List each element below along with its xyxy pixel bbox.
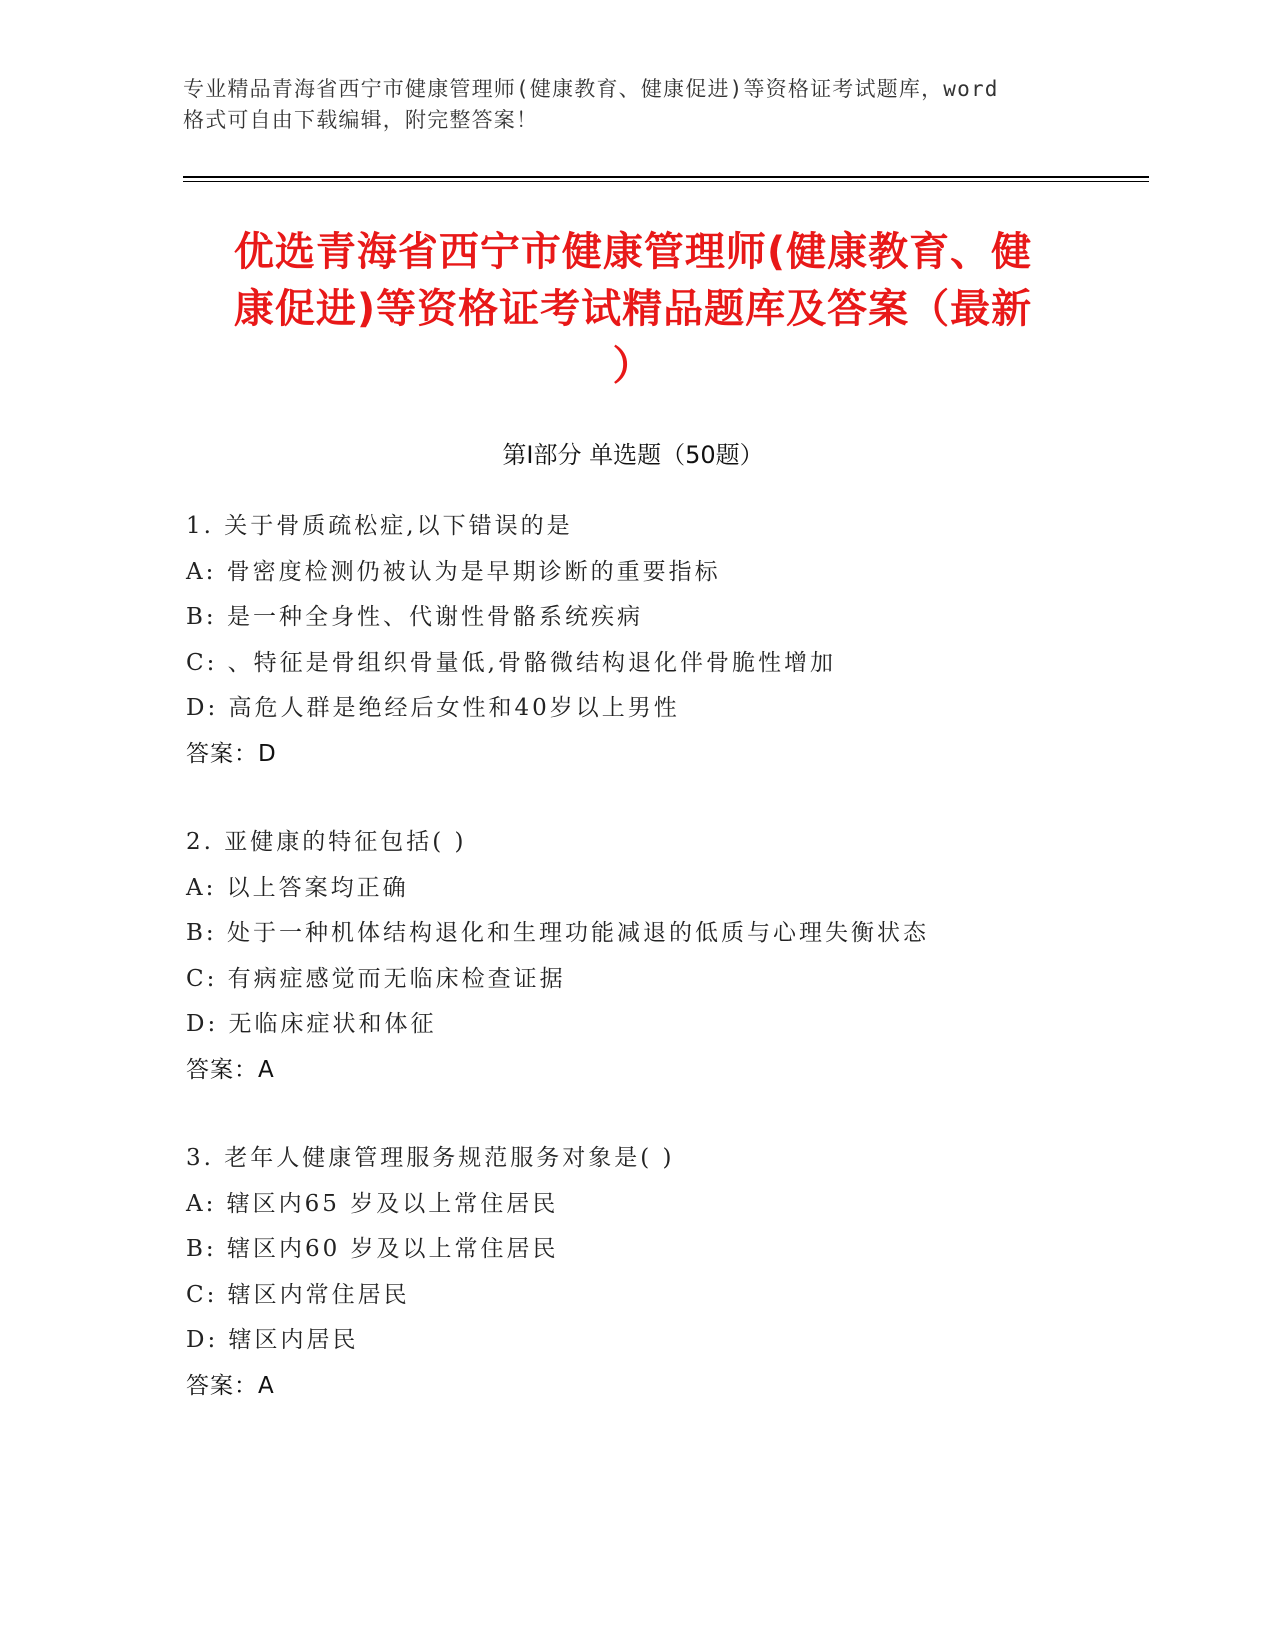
option-a: A: 骨密度检测仍被认为是早期诊断的重要指标 xyxy=(186,558,721,585)
question-stem: 2. 亚健康的特征包括( ) xyxy=(186,829,467,855)
header-note xyxy=(183,74,1083,136)
option-b: B: 处于一种机体结构退化和生理功能减退的低质与心理失衡状态 xyxy=(186,920,929,946)
question-1 xyxy=(186,504,1086,777)
question-2 xyxy=(186,820,1086,1093)
document-title-line-1: 优选青海省西宁市健康管理师(健康教育、健 xyxy=(233,229,1033,275)
header-note-line-1: 专业精品青海省西宁市健康管理师(健康教育、健康促进)等资格证考试题库，word xyxy=(183,77,999,101)
option-d: D: 高危人群是绝经后女性和40岁以上男性 xyxy=(186,695,680,721)
option-c: C: 、特征是骨组织骨量低,骨骼微结构退化伴骨脆性增加 xyxy=(186,649,836,676)
header-note-line-2: 格式可自由下载编辑，附完整答案！ xyxy=(183,108,539,132)
document-title xyxy=(183,224,1083,395)
header-divider-thin xyxy=(183,181,1149,182)
section-title: 第Ⅰ部分 单选题（50题） xyxy=(502,441,764,469)
option-b: B: 是一种全身性、代谢性骨骼系统疾病 xyxy=(186,604,643,630)
question-3 xyxy=(186,1136,1086,1409)
option-b: B: 辖区内60 岁及以上常住居民 xyxy=(186,1236,559,1262)
answer-line: 答案：A xyxy=(186,1056,275,1083)
option-d: D: 辖区内居民 xyxy=(186,1327,359,1353)
question-stem: 1. 关于骨质疏松症,以下错误的是 xyxy=(186,513,573,539)
answer-line: 答案：A xyxy=(186,1372,275,1399)
question-stem: 3. 老年人健康管理服务规范服务对象是( ) xyxy=(186,1145,675,1171)
option-c: C: 辖区内常住居民 xyxy=(186,1281,410,1308)
option-c: C: 有病症感觉而无临床检查证据 xyxy=(186,965,566,992)
option-a: A: 以上答案均正确 xyxy=(186,874,409,901)
option-d: D: 无临床症状和体征 xyxy=(186,1011,437,1037)
option-a: A: 辖区内65 岁及以上常住居民 xyxy=(186,1190,559,1217)
answer-line: 答案：D xyxy=(186,740,277,767)
header-divider-thick xyxy=(183,176,1149,178)
document-title-line-3: ） xyxy=(612,343,654,389)
document-title-line-2: 康促进)等资格证考试精品题库及答案（最新 xyxy=(233,286,1033,332)
